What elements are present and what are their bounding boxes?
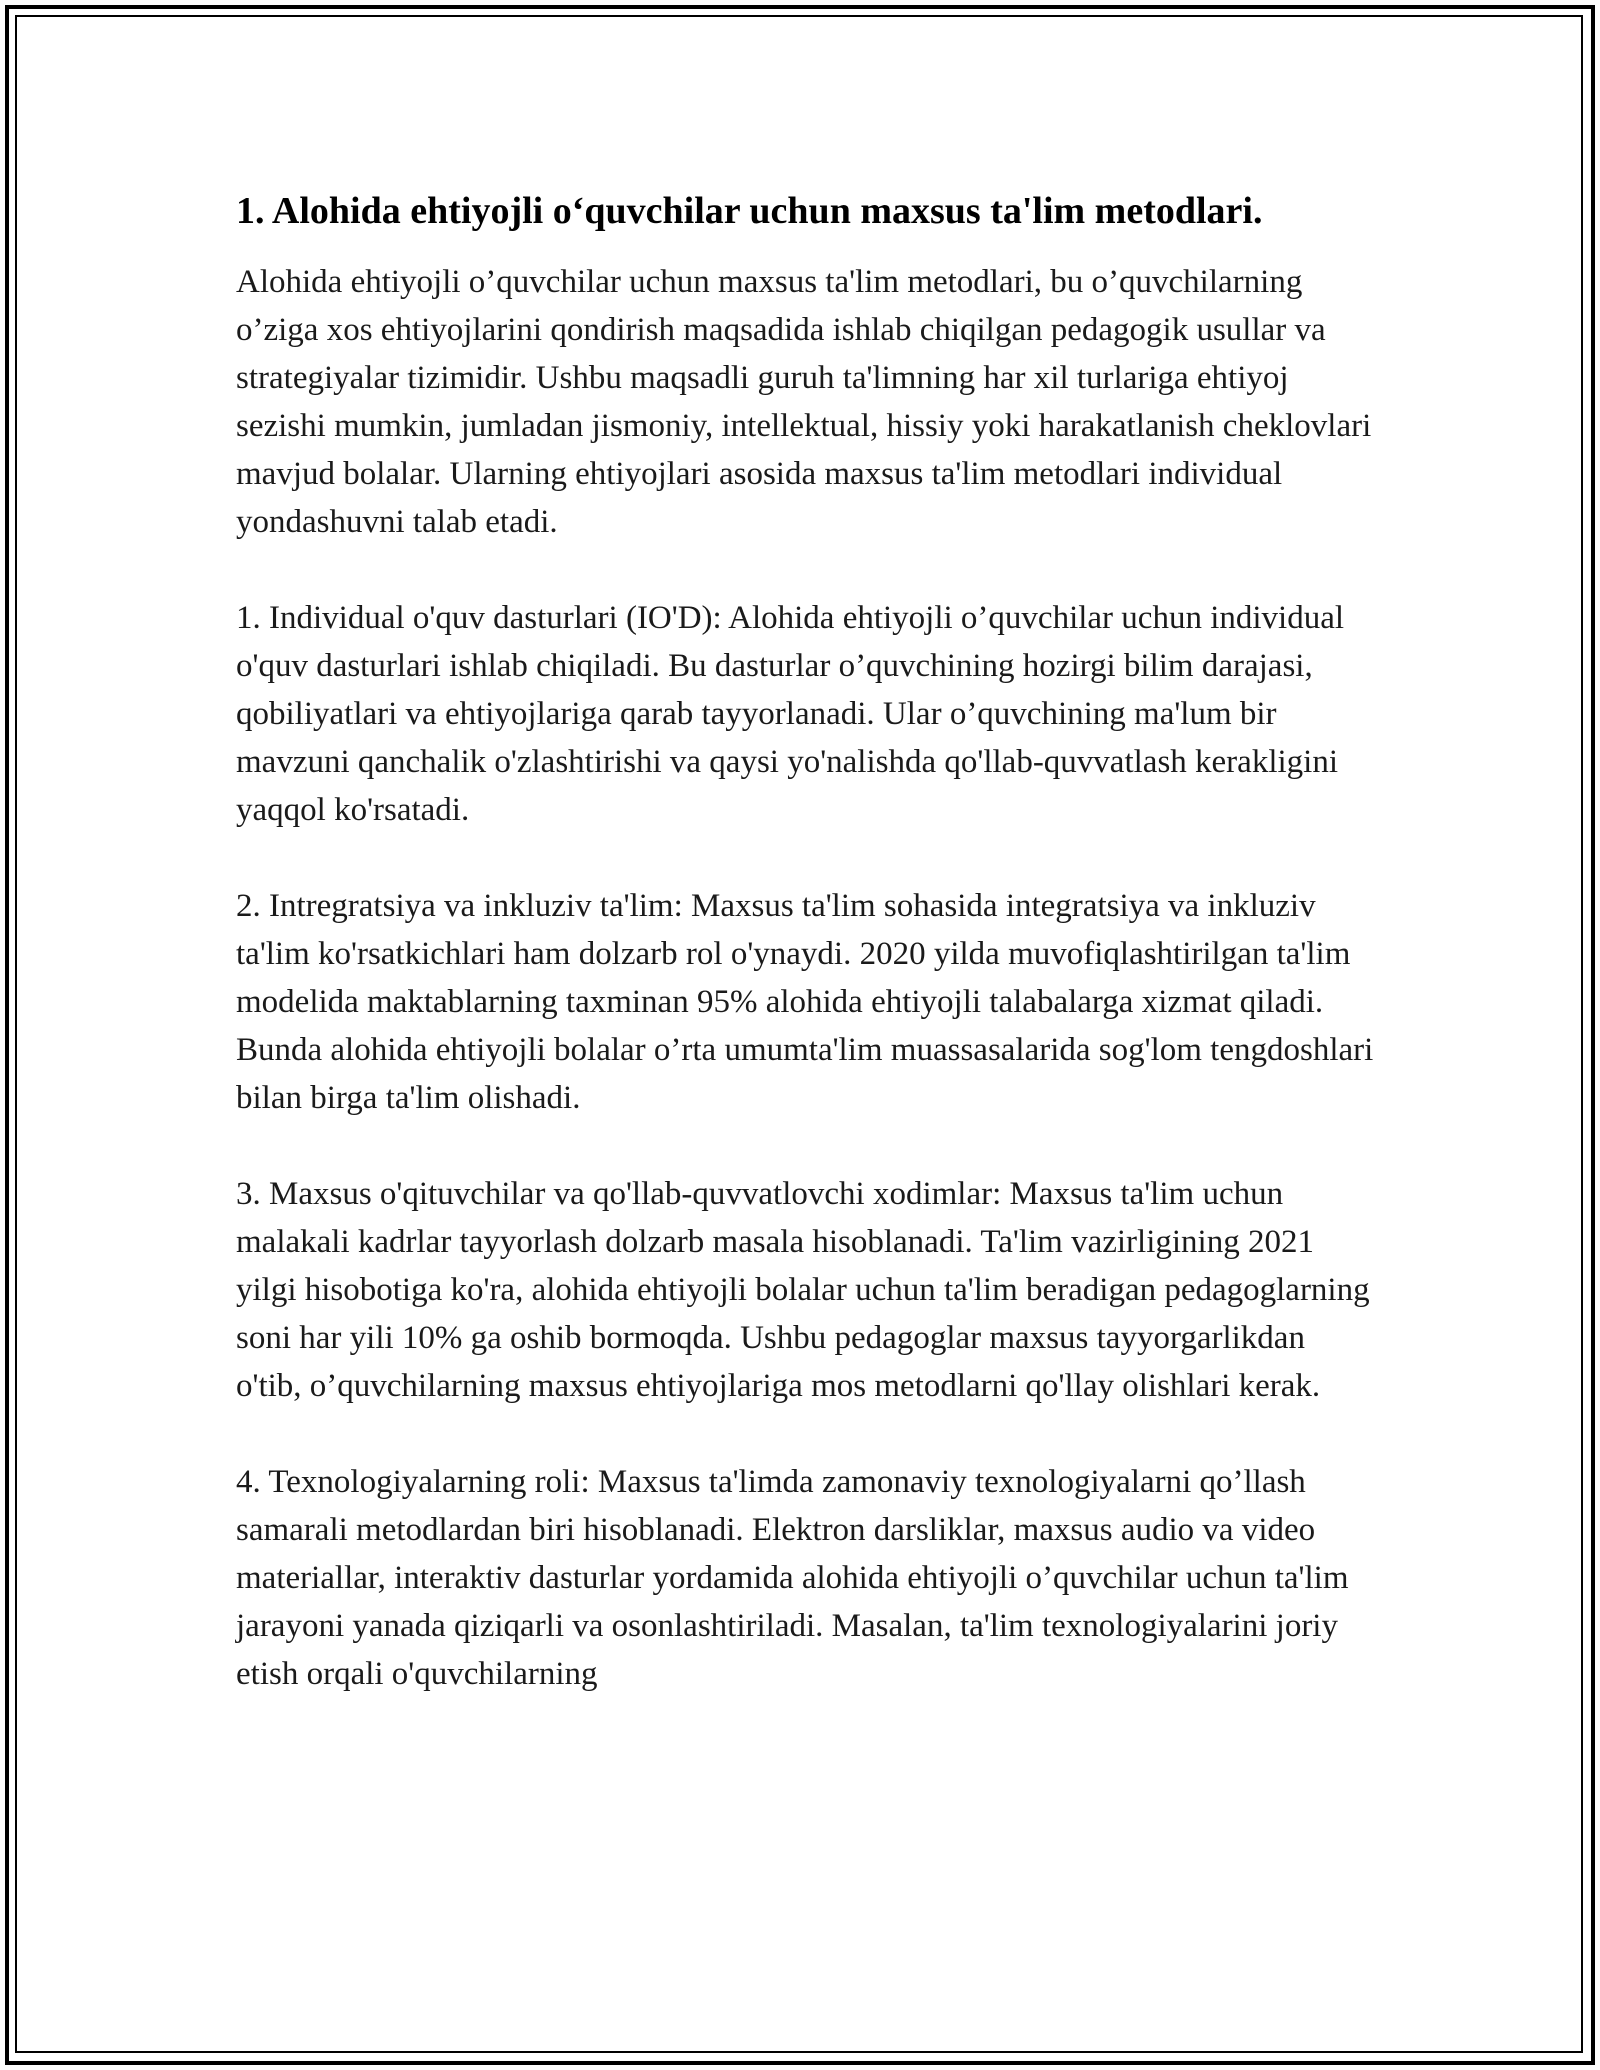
document-title: 1. Alohida ehtiyojli o‘quvchilar uchun maxsus ta'lim metodlari. [236, 190, 1263, 232]
paragraph-technologies: 4. Texnologiyalarning roli: Maxsus ta'limda zamonaviy texnologiyalarni qo’llash samarali metodlardan biri hisoblanadi. Elektron darsliklar, maxsus audio va video materiallar, interaktiv dasturlar yordamida alohida ehtiyojli o’quvchilar uchun ta'lim jarayoni yanada qiziqarli va osonlashtiriladi. Masalan, ta'lim texnologiyalarini joriy etish orqali o'quvchilarning [236, 1464, 1349, 1692]
paragraph-intro: Alohida ehtiyojli o’quvchilar uchun maxsus ta'lim metodlari, bu o’quvchilarning o’ziga xos ehtiyojlarini qondirish maqsadida ishlab chiqilgan pedagogik usullar va strategiyalar tizimidir. Ushbu maqsadli guruh ta'limning har xil turlariga ehtiyoj sezishi mumkin, jumladan jismoniy, intellektual, hissiy yoki harakatlanish cheklovlari mavjud bolalar. Ularning ehtiyojlari asosida maxsus ta'lim metodlari individual yondashuvni talab etadi. [236, 264, 1372, 540]
paragraph-individual-programs: 1. Individual o'quv dasturlari (IO'D): Alohida ehtiyojli o’quvchilar uchun individual o'quv dasturlari ishlab chiqiladi. Bu dasturlar o’quvchining hozirgi bilim darajasi, qobiliyatlari va ehtiyojlariga qarab tayyorlanadi. Ular o’quvchining ma'lum bir mavzuni qanchalik o'zlashtirishi va qaysi yo'nalishda qo'llab-quvvatlash kerakligini yaqqol ko'rsatadi. [236, 600, 1345, 828]
document-body [236, 188, 1376, 1698]
paragraph-inclusive-education: 2. Intregratsiya va inkluziv ta'lim: Maxsus ta'lim sohasida integratsiya va inkluziv ta'lim ko'rsatkichlari ham dolzarb rol o'ynaydi. 2020 yilda muvofiqlashtirilgan ta'lim modelida maktablarning taxminan 95% alohida ehtiyojli talabalarga xizmat qiladi. Bunda alohida ehtiyojli bolalar o’rta umumta'lim muassasalarida sog'lom tengdoshlari bilan birga ta'lim olishadi. [236, 888, 1374, 1116]
paragraph-special-teachers: 3. Maxsus o'qituvchilar va qo'llab-quvvatlovchi xodimlar: Maxsus ta'lim uchun malakali kadrlar tayyorlash dolzarb masala hisoblanadi. Ta'lim vazirligining 2021 yilgi hisobotiga ko'ra, alohida ehtiyojli bolalar uchun ta'lim beradigan pedagoglarning soni har yili 10% ga oshib bormoqda. Ushbu pedagoglar maxsus tayyorgarlikdan o'tib, o’quvchilarning maxsus ehtiyojlariga mos metodlarni qo'llay olishlari kerak. [236, 1176, 1370, 1404]
